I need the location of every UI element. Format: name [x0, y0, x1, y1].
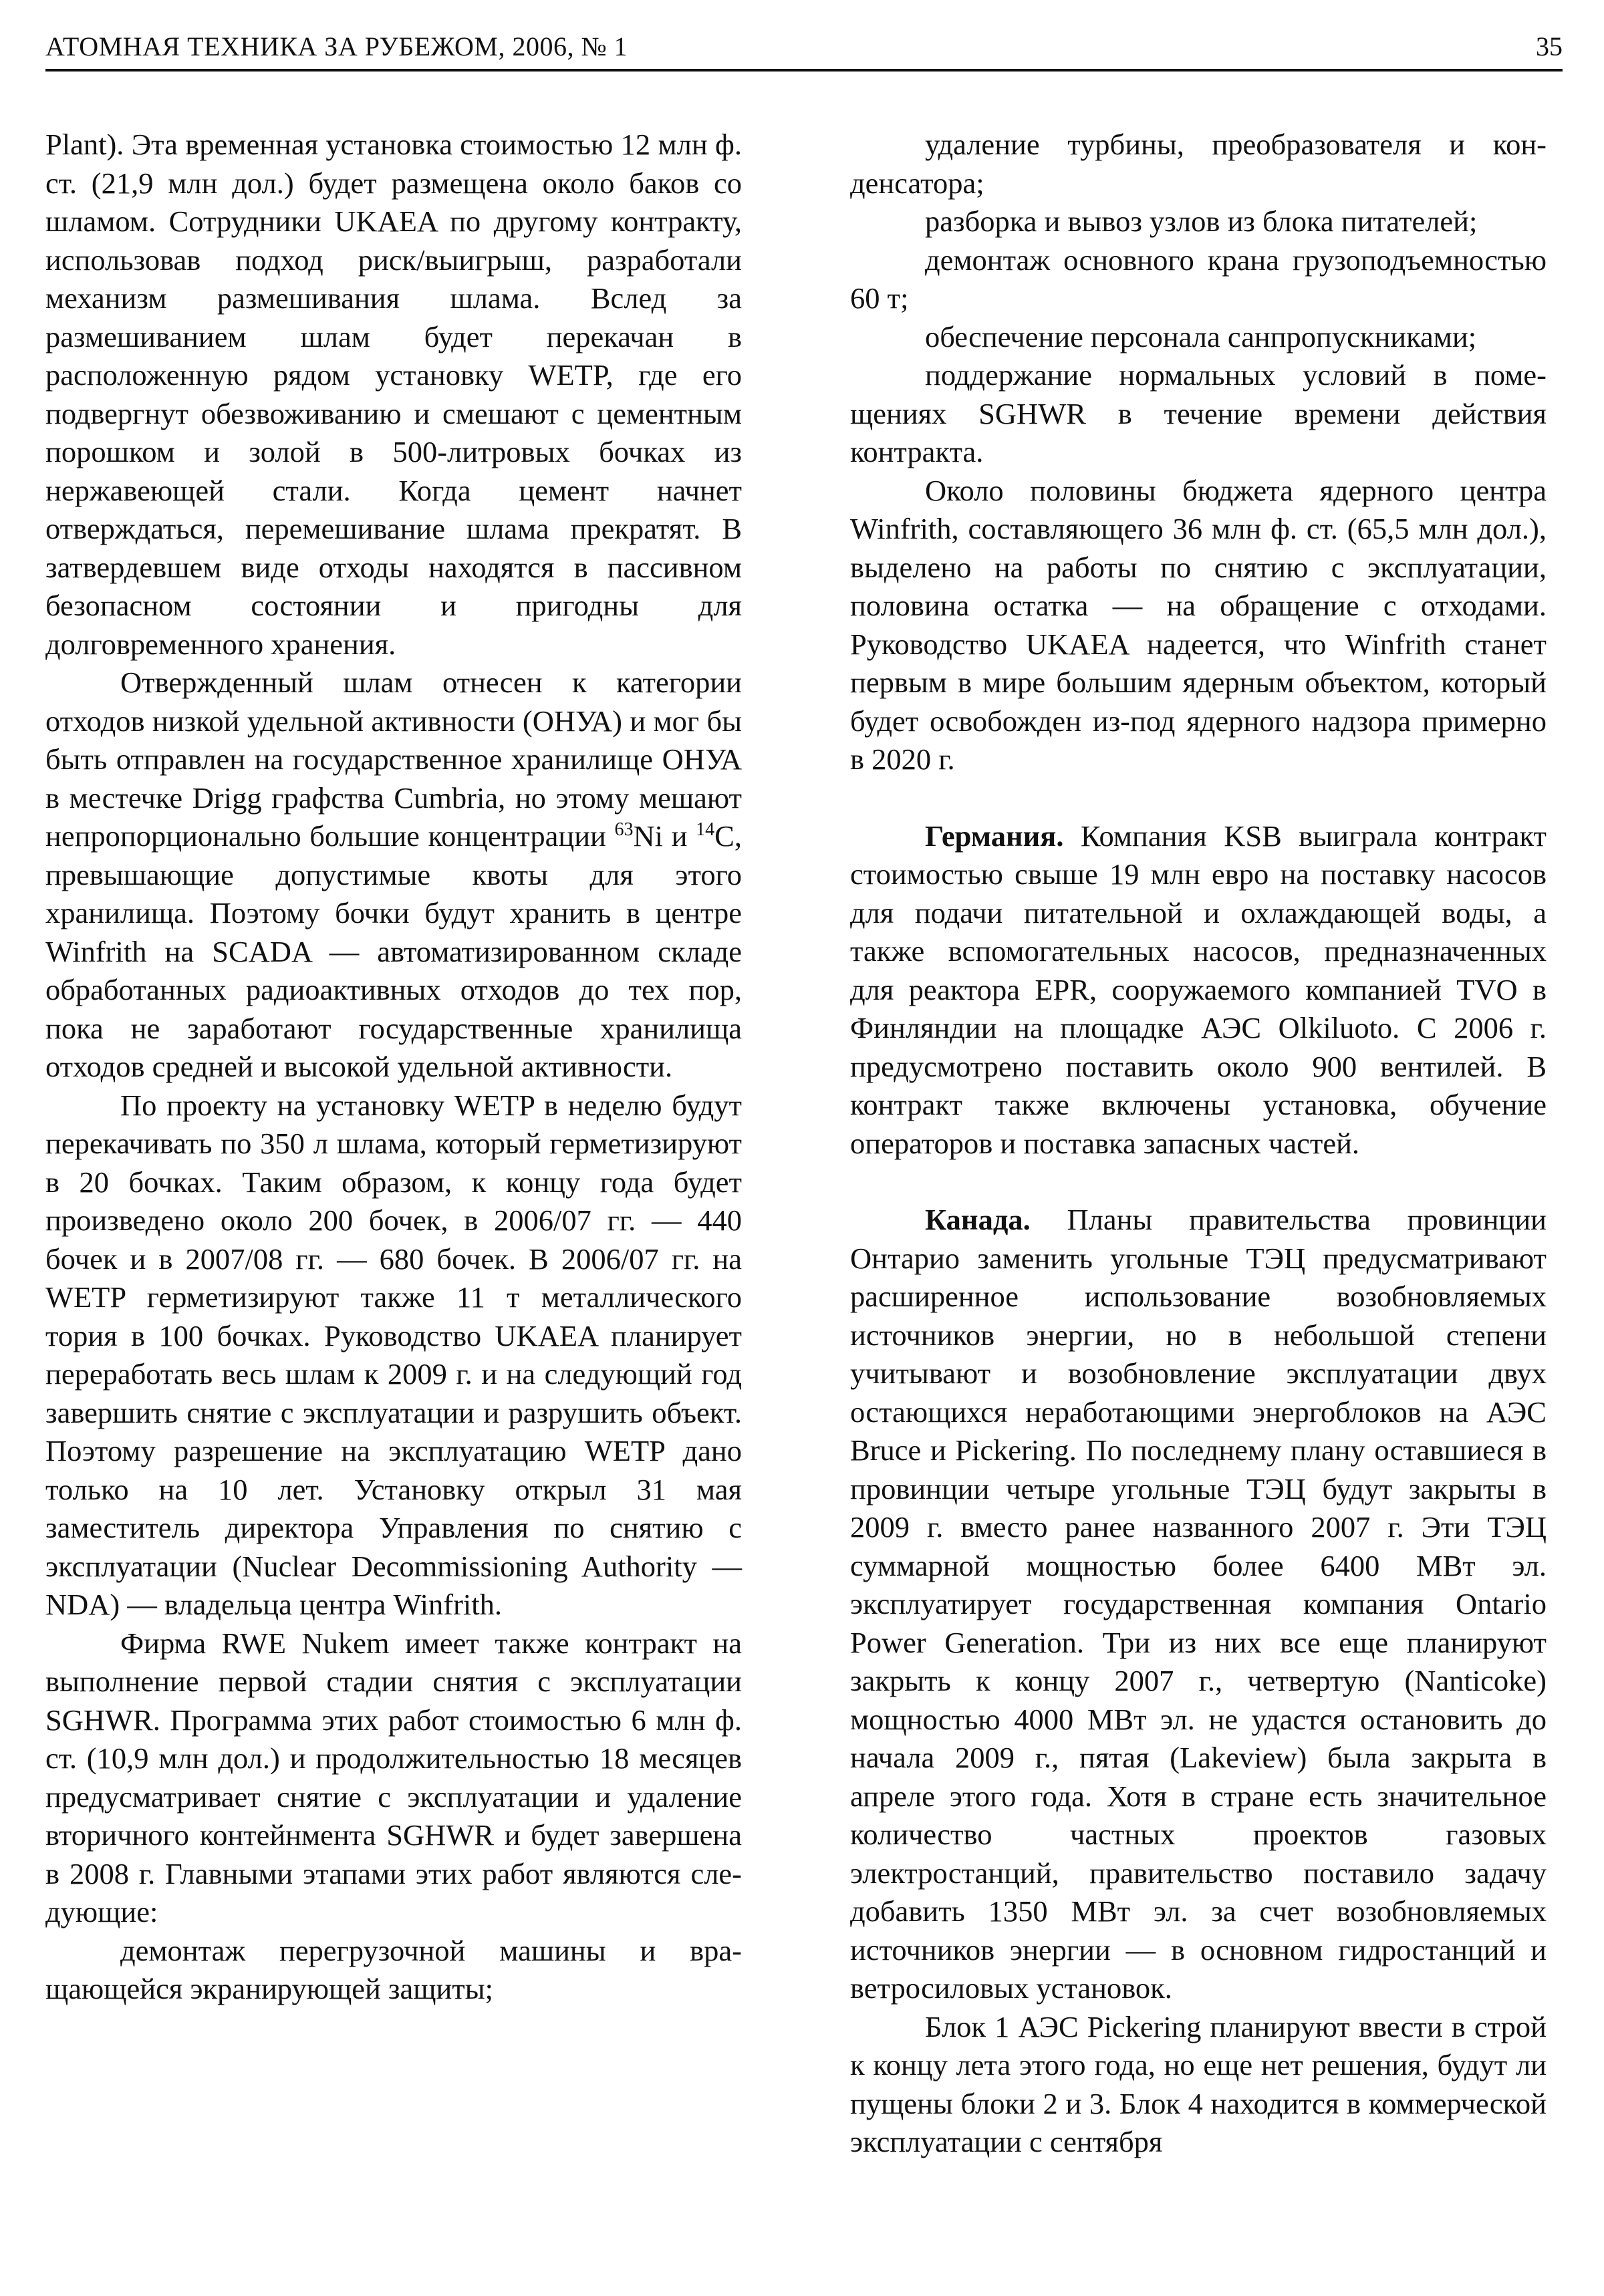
- paragraph: Блок 1 АЭС Pickering планируют ввести в строй к концу лета этого года, но еще нет решения, будут ли пущены блоки 2 и 3. Блок 4 находится в коммерческой эксплуатации с сентября: [850, 2009, 1547, 2158]
- isotope-mass-number: 14: [696, 819, 715, 840]
- paragraph: Plant). Эта временная установка стоимостью 12 млн ф. ст. (21,9 млн дол.) будет размещена около баков со шламом. Сотрудники UKAEA по другому контракту, использовав подход риск/выигрыш, разработали механизм размешивания шлама. Вслед за размешиванием шлам будет перекачан в расположенную рядом установку WETP, где его подвергнут обезвоживанию и смешают с цементным порошком и золой в 500-литровых бочках из нержавеющей стали. Когда цемент начнет отверждаться, перемешивание шлама прекратят. В затвердевшем виде отходы находятся в пассивном безопасном состоянии и пригодны для долговременного хранения.: [45, 128, 742, 661]
- list-item: демонтаж перегрузочной машины и вращающейся экранирующей защиты;: [45, 1933, 742, 2005]
- section-heading-canada: Канада.: [925, 1203, 1031, 1236]
- paragraph: Фирма RWE Nukem имеет также контракт на выполнение первой стадии снятия с эксплуатации SGHWR. Программа этих работ стоимостью 6 млн ф. ст. (10,9 млн дол.) и продолжительностью 18 месяцев предусматривает снятие с эксплуатации и удаление вторичного контейнмента SGHWR и будет завершена в 2008 г. Главными этапами этих работ являются следующие:: [45, 1626, 742, 1928]
- left-column: [45, 126, 742, 2009]
- text-run: Отвержденный шлам отнесен к категории отходов низкой удельной активности (ОНУА) и мог бы быть отправлен на государственное хранилище ОНУА в местечке Drigg графства Cumbria, но этому мешают непропорционально большие концентрации: [45, 666, 742, 853]
- text-run: Ni и: [633, 819, 696, 853]
- list-item: удаление турбины, преобразователя и конденсатора;: [850, 128, 1547, 200]
- running-header: [45, 31, 1563, 71]
- page-number: 35: [1536, 31, 1563, 61]
- header-rule: [45, 69, 1563, 71]
- section-heading-germany: Германия.: [925, 819, 1064, 853]
- paragraph: [45, 664, 742, 1087]
- list-item: разборка и вывоз узлов из блока питателей;: [925, 204, 1478, 238]
- canada-section: [850, 1201, 1547, 2008]
- journal-title: АТОМНАЯ ТЕХНИКА ЗА РУБЕЖОМ, 2006, № 1: [45, 31, 628, 61]
- paragraph: Около половины бюджета ядерного центра Winfrith, составляющего 36 млн ф. ст. (65,5 млн дол.), выделено на работы по снятию с эксплуатации, половина остатка — на обращение с отходами. Руководство UKAEA надеется, что Winfrith станет первым в мире большим ядерным объектом, который будет освобожден из-под ядерного надзора примерно в 2020 г.: [850, 473, 1547, 776]
- list-item: поддержание нормальных условий в помещениях SGHWR в течение времени действия контракта.: [850, 358, 1547, 468]
- right-column: [850, 126, 1547, 2162]
- list-item: обеспечение персонала санпропускниками;: [925, 319, 1477, 353]
- text-run: Планы правительства провинции Онтарио заменить угольные ТЭЦ предусматривают расширенное использование возобновляемых источников энергии, но в небольшой степени учитывают и возобновление эксплуатации двух остающихся неработающими энергоблоков на АЭС Bruce и Pickering. По последнему плану оставшиеся в провинции четыре угольные ТЭЦ будут закрыты в 2009 г. вместо ранее названного 2007 г. Эти ТЭЦ суммарной мощностью более 6400 МВт эл. эксплуатирует государственная компания Ontario Power Generation. Три из них все еще планируют закрыть к концу 2007 г., четвертую (Nanticoke) мощностью 4000 МВт эл. не удастся остановить до начала 2009 г., пятая (Lakeview) была закрыта в апреле этого года. Хотя в стране есть значительное количество частных проектов газовых электростанций, правительство поставило задачу добавить 1350 МВт эл. за счет возобновляемых источников энергии — в основном гидростанций и ветросиловых установок.: [850, 1203, 1547, 2005]
- germany-section: [850, 817, 1547, 1163]
- list-item: демонтаж основного крана грузоподъемностью 60 т;: [850, 243, 1547, 315]
- isotope-mass-number: 63: [614, 819, 634, 840]
- text-run: Компания KSB выиграла контракт стоимостью свыше 19 млн евро на поставку насосов для подачи питательной и охлаждающей воды, а также вспомогательных насосов, предназначенных для реактора EPR, сооружаемого компанией TVO в Финляндии на площадке АЭС Olkiluoto. С 2006 г. предусмотрено поставить около 900 вентилей. В контракт также включены установка, обучение операторов и поставка запасных частей.: [850, 819, 1547, 1160]
- paragraph: По проекту на установку WETP в неделю будут перекачивать по 350 л шлама, который герметизируют в 20 бочках. Таким образом, к концу года будет произведено около 200 бочек, в 2006/07 гг. — 440 бочек и в 2007/08 гг. — 680 бочек. В 2006/07 гг. на WETP герметизируют также 11 т металлического тория в 100 бочках. Руководство UKAEA планирует переработать весь шлам к 2009 г. и на следующий год завершить снятие с эксплуатации и разрушить объект. Поэтому разрешение на эксплуатацию WETP дано только на 10 лет. Установку открыл 31 мая заместитель директора Управления по снятию с эксплуатации (Nuclear Decommissioning Authority — NDA) — владельца центра Winfrith.: [45, 1088, 742, 1621]
- text-run: C, превышающие допустимые квоты для этого хранилища. Поэтому бочки будут хранить в центре Winfrith на SCADA — автоматизированном складе обработанных радиоактивных отходов до тех пор, пока не заработают государственные хранилища отходов средней и высокой удельной активности.: [45, 819, 742, 1083]
